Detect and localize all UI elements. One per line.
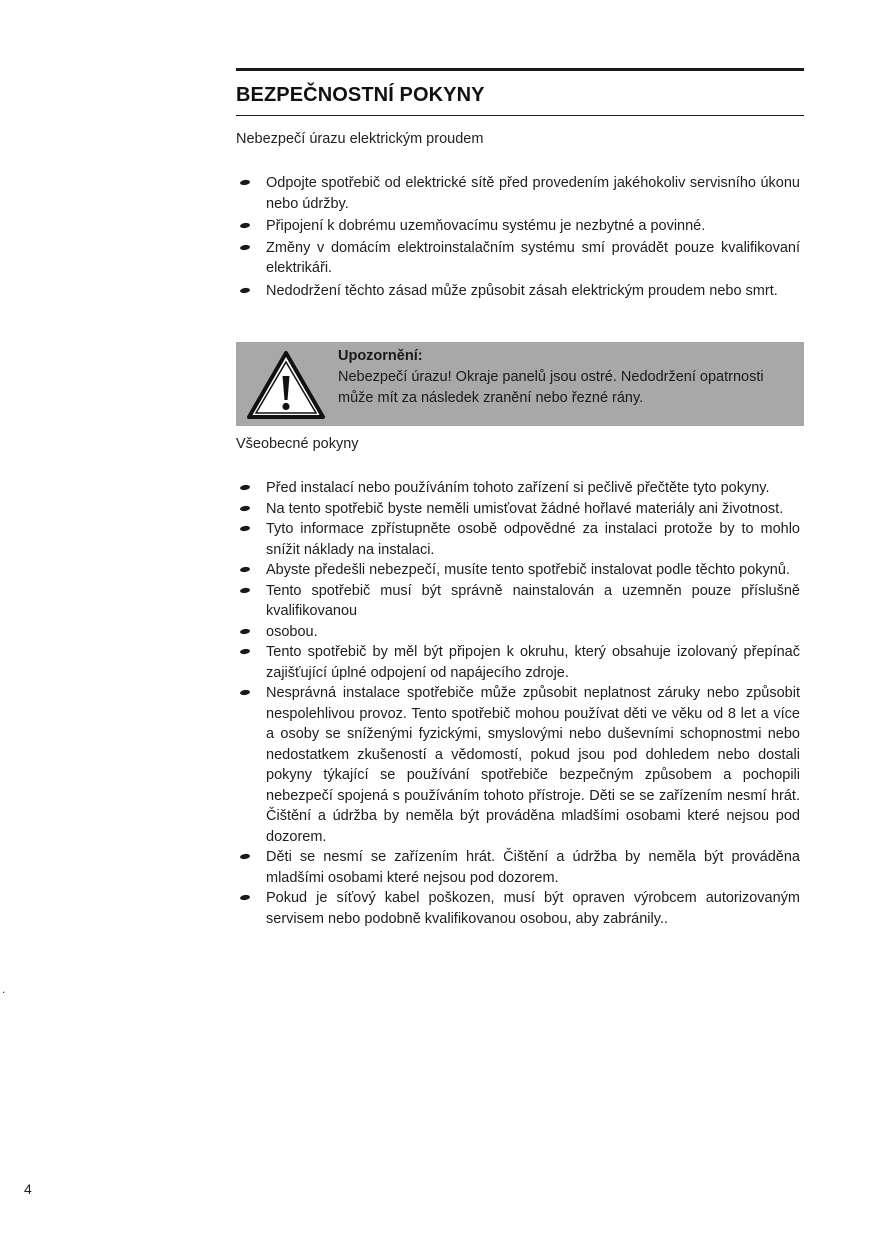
list-item: Abyste předešli nebezpečí, musíte tento spotřebič instalovat podle těchto pokynů. — [238, 560, 800, 581]
list-item: Pokud je síťový kabel poškozen, musí být opraven výrobcem autorizovaným servisem nebo podobně kvalifikovanou osobou, aby zabránily.. — [238, 888, 800, 929]
general-instructions-list — [238, 478, 800, 929]
warning-triangle-icon — [246, 350, 326, 420]
stray-mark: . — [2, 982, 6, 996]
bullet-icon — [240, 894, 251, 900]
bullet-icon — [240, 484, 251, 490]
list-item: Na tento spotřebič byste neměli umisťovat žádné hořlavé materiály ani životnost. — [238, 499, 800, 520]
list-item: Připojení k dobrému uzemňovacímu systému je nezbytné a povinné. — [238, 216, 800, 237]
list-item: Nedodržení těchto zásad může způsobit zásah elektrickým proudem nebo smrt. — [238, 281, 800, 302]
section-heading-general: Všeobecné pokyny — [236, 436, 359, 452]
list-item: Nesprávná instalace spotřebiče může způsobit neplatnost záruky nebo způsobit nespolehlivou provoz. Tento spotřebič mohou používat děti ve věku od 8 let a více a osoby se sníženými fyzickými, smyslovými nebo duševními schopnostmi nebo nedostatkem zkušeností a vědomostí, pokud jsou pod dohledem nebo dostali pokyny týkající se používání spotřebiče bezpečným způsobem a pochopili nebezpečí spojená s používáním tohoto přístroje. Děti se se zařízením nesmí hrát. Čištění a údržba by neměla být prováděna mladšími osobami které nejsou pod dozorem. — [238, 683, 800, 847]
bullet-icon — [240, 853, 251, 859]
bullet-icon — [240, 179, 251, 185]
bullet-icon — [240, 587, 251, 593]
warning-box — [236, 342, 804, 426]
top-rule — [236, 68, 804, 71]
bullet-icon — [240, 566, 251, 572]
bullet-icon — [240, 648, 251, 654]
list-item: Tento spotřebič musí být správně nainstalován a uzemněn pouze příslušně kvalifikovanou — [238, 581, 800, 622]
warning-body: Nebezpečí úrazu! Okraje panelů jsou ostré. Nedodržení opatrnosti může mít za následek zranění nebo řezné rány. — [338, 369, 764, 406]
list-item: Odpojte spotřebič od elektrické sítě před provedením jakéhokoliv servisního úkonu nebo údržby. — [238, 173, 800, 214]
list-item: Tento spotřebič by měl být připojen k okruhu, který obsahuje izolovaný přepínač zajišťující úplné odpojení od napájecího zdroje. — [238, 642, 800, 683]
bullet-icon — [240, 628, 251, 634]
bullet-icon — [240, 244, 251, 250]
list-item: Děti se nesmí se zařízením hrát. Čištění a údržba by neměla být prováděna mladšími osobami které nejsou pod dozorem. — [238, 847, 800, 888]
page-number: 4 — [24, 1181, 32, 1197]
page-title: BEZPEČNOSTNÍ POKYNY — [236, 84, 485, 106]
bullet-icon — [240, 505, 251, 511]
warning-text — [338, 346, 798, 409]
list-item: Před instalací nebo používáním tohoto zařízení si pečlivě přečtěte tyto pokyny. — [238, 478, 800, 499]
section-heading-electric: Nebezpečí úrazu elektrickým proudem — [236, 131, 484, 147]
bullet-icon — [240, 689, 251, 695]
bullet-icon — [240, 525, 251, 531]
list-item: Změny v domácím elektroinstalačním systému smí provádět pouze kvalifikovaní elektrikáři. — [238, 238, 800, 279]
warning-title: Upozornění: — [338, 348, 423, 364]
list-item: Tyto informace zpřístupněte osobě odpovědné za instalaci protože by to mohlo snížit náklady na instalaci. — [238, 519, 800, 560]
title-underline — [236, 115, 804, 116]
bullet-icon — [240, 222, 251, 228]
electric-hazard-list — [238, 173, 800, 301]
bullet-icon — [240, 287, 251, 293]
list-item: osobou. — [238, 622, 800, 643]
